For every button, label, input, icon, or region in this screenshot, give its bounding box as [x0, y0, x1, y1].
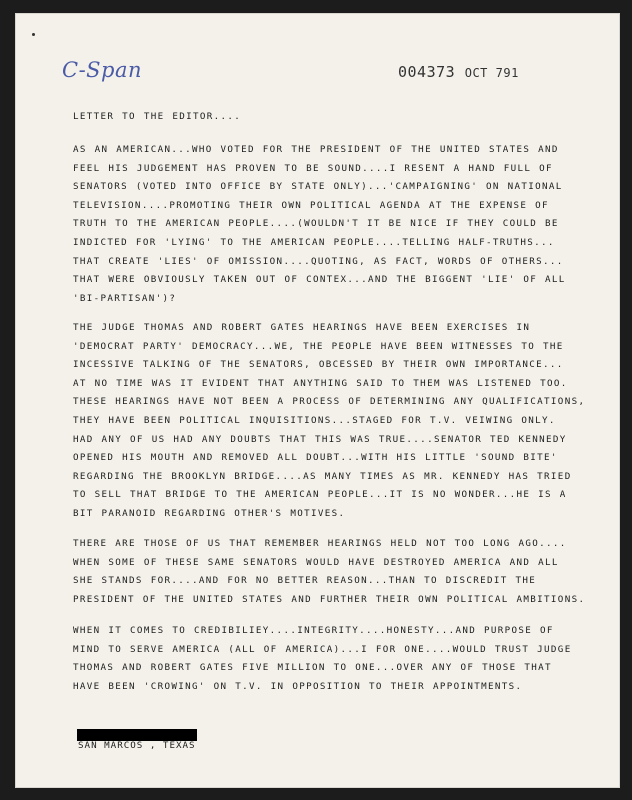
text-line: INDICTED FOR 'LYING' TO THE AMERICAN PEOPLE....TELLING HALF-TRUTHS...	[73, 236, 555, 248]
text-line: MIND TO SERVE AMERICA (ALL OF AMERICA)...I FOR ONE....WOULD TRUST JUDGE	[73, 643, 572, 655]
paragraph-2	[73, 319, 585, 524]
text-line: THOMAS AND ROBERT GATES FIVE MILLION TO ONE...OVER ANY OF THOSE THAT	[73, 662, 552, 674]
text-line: BIT PARANOID REGARDING OTHER'S MOTIVES.	[73, 507, 346, 519]
punch-mark	[32, 33, 35, 36]
text-line: TRUTH TO THE AMERICAN PEOPLE....(WOULDN'T IT BE NICE IF THEY COULD BE	[73, 218, 559, 230]
text-line: 'BI-PARTISAN')?	[73, 292, 177, 304]
text-line: TO SELL THAT BRIDGE TO THE AMERICAN PEOPLE...IT IS NO WONDER...HE IS A	[73, 489, 567, 501]
text-line: REGARDING THE BROOKLYN BRIDGE....AS MANY TIMES AS MR. KENNEDY HAS TRIED	[73, 470, 572, 482]
received-stamp	[398, 63, 519, 81]
text-line: OPENED HIS MOUTH AND REMOVED ALL DOUBT...WITH HIS LITTLE 'SOUND BITE'	[73, 452, 558, 464]
handwritten-note: C-Span	[62, 58, 143, 82]
paragraph-4	[73, 622, 572, 696]
text-line: TELEVISION....PROMOTING THEIR OWN POLITICAL AGENDA AT THE EXPENSE OF	[73, 199, 549, 211]
salutation: LETTER TO THE EDITOR....	[73, 111, 242, 122]
text-line: HAD ANY OF US HAD ANY DOUBTS THAT THIS WAS TRUE....SENATOR TED KENNEDY	[73, 433, 567, 445]
text-line: THESE HEARINGS HAVE NOT BEEN A PROCESS OF DETERMINING ANY QUALIFICATIONS,	[73, 396, 586, 408]
text-line: THAT CREATE 'LIES' OF OMISSION....QUOTING, AS FACT, WORDS OF OTHERS...	[73, 255, 564, 267]
text-line: WHEN IT COMES TO CREDIBILIEY....INTEGRITY....HONESTY...AND PURPOSE OF	[73, 625, 554, 636]
text-line: THERE ARE THOSE OF US THAT REMEMBER HEARINGS HELD NOT TOO LONG AGO....	[73, 538, 567, 549]
signature-location: SAN MARCOS , TEXAS	[78, 740, 196, 751]
text-line: AS AN AMERICAN...WHO VOTED FOR THE PRESIDENT OF THE UNITED STATES AND	[73, 144, 559, 155]
paragraph-1	[73, 141, 566, 308]
stamp-date: OCT 791	[464, 66, 519, 80]
stamp-number: 004373	[398, 63, 456, 81]
text-line: SHE STANDS FOR....AND FOR NO BETTER REASON...THAN TO DISCREDIT THE	[73, 575, 537, 587]
paragraph-3	[73, 535, 585, 609]
text-line: THE JUDGE THOMAS AND ROBERT GATES HEARINGS HAVE BEEN EXERCISES IN	[73, 322, 531, 333]
text-line: FEEL HIS JUDGEMENT HAS PROVEN TO BE SOUND....I RESENT A HAND FULL OF	[73, 162, 553, 174]
text-line: WHEN SOME OF THESE SAME SENATORS WOULD HAVE DESTROYED AMERICA AND ALL	[73, 556, 559, 568]
text-line: THAT WERE OBVIOUSLY TAKEN OUT OF CONTEX...AND THE BIGGENT 'LIE' OF ALL	[73, 274, 566, 286]
text-line: HAVE BEEN 'CROWING' ON T.V. IN OPPOSITION TO THEIR APPOINTMENTS.	[73, 680, 523, 692]
text-line: SENATORS (VOTED INTO OFFICE BY STATE ONLY)...'CAMPAIGNING' ON NATIONAL	[73, 181, 563, 193]
text-line: PRESIDENT OF THE UNITED STATES AND FURTHER THEIR OWN POLITICAL AMBITIONS.	[73, 593, 586, 605]
text-line: INCESSIVE TALKING OF THE SENATORS, OBCESSED BY THEIR OWN IMPORTANCE...	[73, 359, 564, 371]
text-line: 'DEMOCRAT PARTY' DEMOCRACY...WE, THE PEOPLE HAVE BEEN WITNESSES TO THE	[73, 340, 564, 352]
text-line: AT NO TIME WAS IT EVIDENT THAT ANYTHING SAID TO THEM WAS LISTENED TOO.	[73, 377, 568, 389]
text-line: THEY HAVE BEEN POLITICAL INQUISITIONS...STAGED FOR T.V. VEIWING ONLY.	[73, 414, 556, 426]
